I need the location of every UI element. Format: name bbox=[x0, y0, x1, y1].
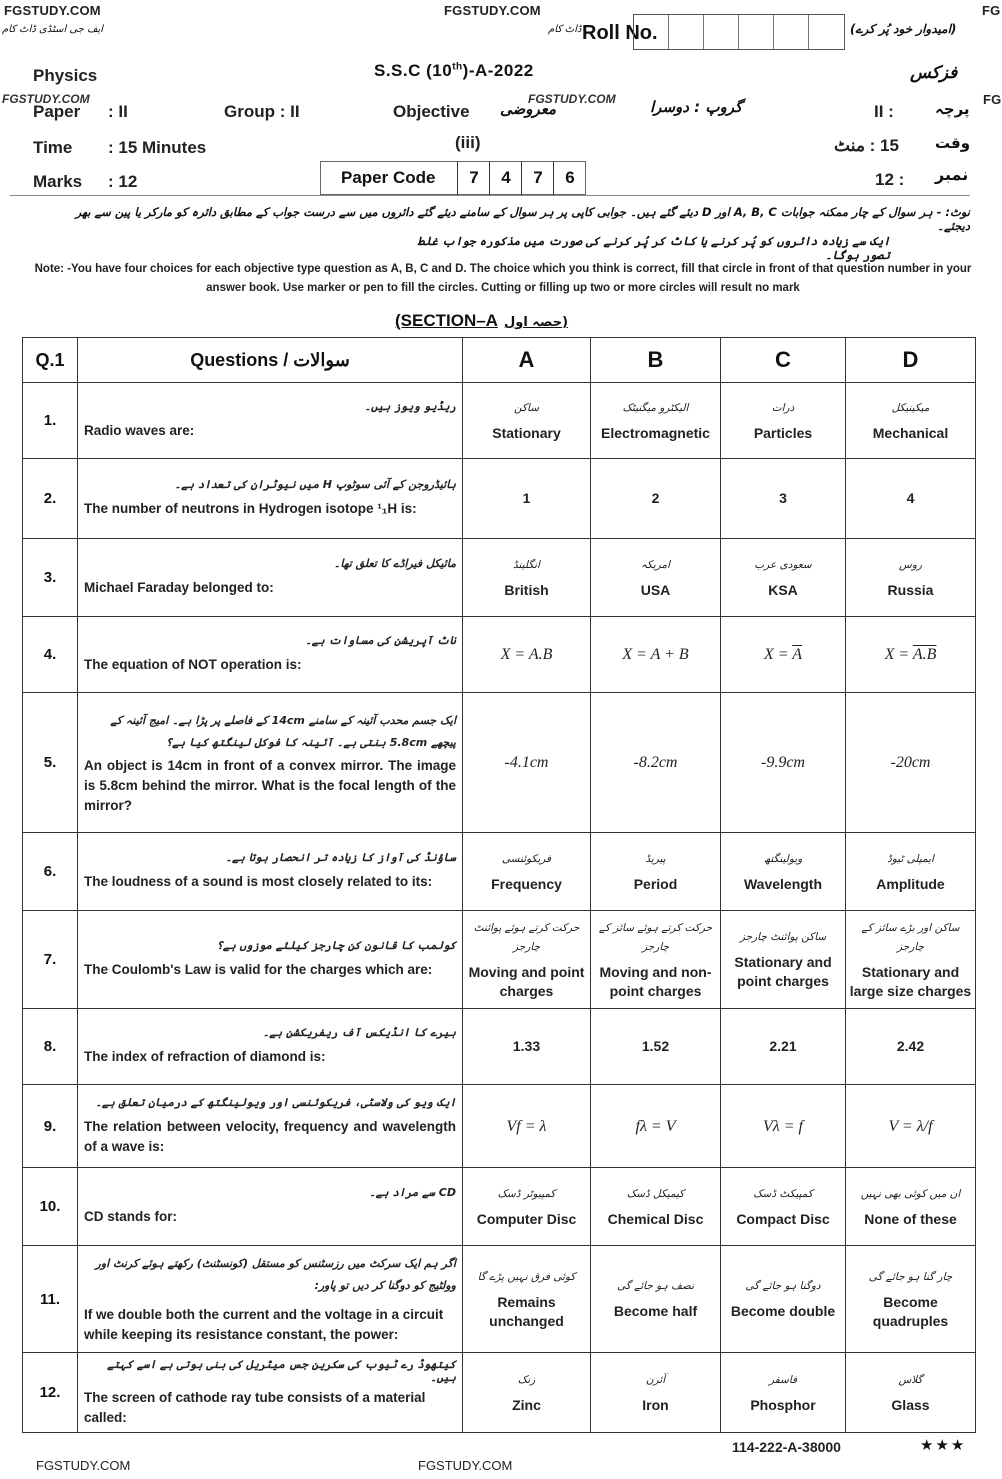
question-number: 5. bbox=[23, 693, 78, 833]
option-b[interactable] bbox=[591, 383, 721, 459]
option-d[interactable] bbox=[846, 617, 976, 693]
footer-paper-code: 114-222-A-38000 bbox=[732, 1439, 841, 1455]
option-urdu: نصف ہو جائے گی bbox=[616, 1280, 694, 1292]
option-d[interactable] bbox=[846, 383, 976, 459]
table-row bbox=[23, 617, 976, 693]
paper-code-digit: 6 bbox=[553, 161, 585, 195]
roll-no-input[interactable] bbox=[633, 14, 845, 50]
option-text: 2.42 bbox=[896, 1038, 925, 1054]
option-b[interactable] bbox=[591, 911, 721, 1009]
marks-urdu-label: نمبر bbox=[935, 165, 969, 184]
watermark-side-right: FG bbox=[983, 92, 1002, 107]
page-marker: (iii) bbox=[455, 133, 481, 152]
question-number: 8. bbox=[23, 1009, 78, 1085]
header-option-d: D bbox=[846, 338, 976, 383]
paper-code-digit: 7 bbox=[521, 161, 553, 195]
option-c[interactable] bbox=[721, 1168, 846, 1246]
option-text: KSA bbox=[768, 581, 798, 598]
option-urdu: الیکٹرو میگنیٹک bbox=[622, 401, 689, 414]
option-text: Become quadruples bbox=[872, 1293, 949, 1329]
option-urdu: سعودی عرب bbox=[754, 558, 812, 571]
footer-stars: ★★★ bbox=[920, 1437, 967, 1454]
question-number: 2. bbox=[23, 459, 78, 539]
section-title-urdu: حصہ اول) bbox=[503, 315, 569, 330]
table-row bbox=[23, 1009, 976, 1085]
option-a[interactable] bbox=[463, 459, 591, 539]
watermark-top-left: FGSTUDY.COM bbox=[4, 3, 101, 18]
option-text: Glass bbox=[891, 1396, 930, 1413]
roll-digit-box[interactable] bbox=[704, 15, 739, 49]
option-d[interactable] bbox=[846, 911, 976, 1009]
question-number: 11. bbox=[23, 1246, 78, 1353]
header-option-c: C bbox=[721, 338, 846, 383]
option-a[interactable] bbox=[463, 383, 591, 459]
questions-table bbox=[22, 337, 976, 1433]
roll-digit-box[interactable] bbox=[669, 15, 704, 49]
marks-urdu-value: 12 : bbox=[875, 170, 905, 189]
table-row bbox=[23, 693, 976, 833]
option-text: Wavelength bbox=[743, 875, 823, 892]
time-urdu-value: 15 : منٹ bbox=[834, 136, 899, 155]
footer-watermark-center: FGSTUDY.COM bbox=[418, 1458, 513, 1473]
option-c[interactable] bbox=[721, 1085, 846, 1168]
option-a[interactable] bbox=[463, 911, 591, 1009]
option-a[interactable] bbox=[463, 1009, 591, 1085]
option-a[interactable] bbox=[463, 1353, 591, 1433]
option-text: 1.33 bbox=[512, 1038, 541, 1054]
option-text: Mechanical bbox=[872, 424, 949, 441]
question-urdu: کیتھوڈ رے ٹیوب کی سکرین جس میٹریل کی بنی ہوتی ہے اسے کہتے ہیں۔ bbox=[107, 1357, 456, 1384]
question-urdu: CD سے مراد ہے۔ bbox=[369, 1186, 456, 1199]
question-urdu: ہائیڈروجن کے آئی سوٹوپ H میں نیوٹران کی تعداد ہے۔ bbox=[174, 478, 456, 491]
question-number: 6. bbox=[23, 833, 78, 911]
option-d[interactable] bbox=[846, 1353, 976, 1433]
option-text: Vf = λ bbox=[506, 1117, 547, 1135]
question-english: Michael Faraday belonged to: bbox=[84, 580, 274, 595]
question-urdu: ایک جسم محدب آئینہ کے سامنے 14cm کے فاصلے پر پڑا ہے۔ امیج آئینہ کے پیچھے 5.8cm بنتی ہے۔ آئینہ کا فوکل لینگتھ کیا ہے؟ bbox=[110, 713, 456, 749]
watermark-italic-left: FGSTUDY.COM bbox=[2, 92, 90, 106]
option-c[interactable] bbox=[721, 693, 846, 833]
option-urdu: امریکہ bbox=[640, 558, 671, 571]
option-d[interactable] bbox=[846, 1246, 976, 1353]
question-text bbox=[78, 911, 463, 1009]
question-english: Radio waves are: bbox=[84, 423, 195, 438]
option-urdu: ساکن پوائنٹ چارجز bbox=[739, 931, 827, 943]
option-b[interactable] bbox=[591, 459, 721, 539]
table-header-row bbox=[23, 338, 976, 383]
question-text bbox=[78, 833, 463, 911]
question-text bbox=[78, 459, 463, 539]
paper-value: : II bbox=[108, 102, 128, 121]
question-number: 9. bbox=[23, 1085, 78, 1168]
option-c[interactable] bbox=[721, 617, 846, 693]
option-a[interactable] bbox=[463, 693, 591, 833]
option-text: Zinc bbox=[512, 1396, 541, 1413]
option-b[interactable] bbox=[591, 1246, 721, 1353]
option-text: Moving and non-point charges bbox=[599, 963, 712, 999]
option-d[interactable] bbox=[846, 693, 976, 833]
watermark-urdu: ایف جی اسٹڈی ڈاٹ کام bbox=[2, 24, 104, 35]
time-label: Time bbox=[33, 138, 73, 157]
option-a[interactable] bbox=[463, 539, 591, 617]
question-english: The Coulomb's Law is valid for the charges which are: bbox=[84, 962, 433, 977]
option-urdu: دوگنا ہو جائے گی bbox=[745, 1280, 821, 1292]
option-urdu: فاسفر bbox=[768, 1373, 798, 1386]
option-urdu: کمپیکٹ ڈسک bbox=[753, 1187, 813, 1200]
table-row bbox=[23, 1353, 976, 1433]
option-b[interactable] bbox=[591, 617, 721, 693]
paper-urdu-label: پرچہ bbox=[935, 100, 970, 118]
paper-code-box bbox=[320, 161, 586, 195]
marks-value: : 12 bbox=[108, 172, 138, 191]
option-text: -8.2cm bbox=[633, 754, 678, 771]
option-text: -4.1cm bbox=[504, 754, 549, 771]
option-a[interactable] bbox=[463, 833, 591, 911]
option-text: Particles bbox=[753, 424, 813, 441]
option-text: Vλ = f bbox=[763, 1117, 803, 1135]
footer-watermark-left: FGSTUDY.COM bbox=[36, 1458, 131, 1473]
question-urdu: ایک ویو کی ولاسٹی، فریکوئنسی اور ویولینگتھ کے درمیان تعلق ہے۔ bbox=[95, 1095, 456, 1109]
option-text: Become half bbox=[613, 1303, 698, 1319]
option-c[interactable] bbox=[721, 383, 846, 459]
option-text: X = A.B bbox=[884, 646, 937, 663]
option-urdu: میکینیکل bbox=[891, 401, 930, 414]
question-number: 10. bbox=[23, 1168, 78, 1246]
option-urdu: حرکت کرتے ہوئے سائز کے چارجز bbox=[598, 921, 713, 953]
option-urdu: ویولینگتھ bbox=[763, 852, 803, 865]
paper-code-digit: 4 bbox=[489, 161, 521, 195]
question-text bbox=[78, 1353, 463, 1433]
option-b[interactable] bbox=[591, 539, 721, 617]
option-urdu: آئرن bbox=[645, 1373, 666, 1386]
question-english: The screen of cathode ray tube consists of a material called: bbox=[84, 1389, 426, 1425]
option-text: $X = \overline{A}$ bbox=[763, 646, 803, 663]
option-a[interactable] bbox=[463, 617, 591, 693]
table-row bbox=[23, 459, 976, 539]
subject-label: Physics bbox=[33, 66, 98, 85]
option-urdu: کمپیوٹر ڈسک bbox=[497, 1187, 556, 1200]
option-text: 1.52 bbox=[641, 1038, 670, 1054]
option-urdu: کوئی فرق نہیں پڑے گا bbox=[477, 1270, 576, 1283]
option-a[interactable] bbox=[463, 1246, 591, 1353]
question-urdu: ریڈیو ویوز ہیں۔ bbox=[364, 400, 456, 413]
paper-urdu-value: II : bbox=[874, 102, 894, 121]
watermark-urdu-small: ڈاٹ کام bbox=[548, 24, 582, 35]
option-text: USA bbox=[640, 581, 671, 598]
option-text: Stationary and large size charges bbox=[849, 963, 972, 999]
option-c[interactable] bbox=[721, 539, 846, 617]
option-urdu: ساکن اور بڑے سائز کے چارجز bbox=[861, 921, 960, 953]
option-c[interactable] bbox=[721, 911, 846, 1009]
option-text: 1 bbox=[522, 490, 531, 506]
table-row bbox=[23, 1085, 976, 1168]
option-text: Frequency bbox=[491, 875, 562, 892]
header-divider bbox=[10, 195, 970, 196]
section-title: (SECTION–A bbox=[395, 311, 498, 330]
option-urdu: ساکن bbox=[514, 401, 539, 414]
group-urdu: گروپ : دوسرا bbox=[650, 98, 743, 116]
question-text bbox=[78, 1085, 463, 1168]
question-urdu: ہیرے کا انڈیکس آف ریفریکشن ہے۔ bbox=[262, 1026, 456, 1039]
option-c[interactable] bbox=[721, 833, 846, 911]
table-row bbox=[23, 383, 976, 459]
option-b[interactable] bbox=[591, 1009, 721, 1085]
question-text bbox=[78, 617, 463, 693]
option-c[interactable] bbox=[721, 1353, 846, 1433]
question-text bbox=[78, 1246, 463, 1353]
option-urdu: انگلینڈ bbox=[513, 558, 540, 571]
option-urdu: فریکوئنسی bbox=[501, 852, 552, 865]
question-text bbox=[78, 383, 463, 459]
question-urdu: مائیکل فیراڈے کا تعلق تھا۔ bbox=[333, 557, 456, 570]
header-qnum: Q.1 bbox=[23, 338, 78, 383]
header-option-a: A bbox=[463, 338, 591, 383]
option-d[interactable] bbox=[846, 1009, 976, 1085]
option-text: 3 bbox=[779, 490, 787, 506]
option-b[interactable] bbox=[591, 1168, 721, 1246]
option-d[interactable] bbox=[846, 1168, 976, 1246]
option-urdu: ذرات bbox=[771, 401, 795, 414]
subject-urdu: فزکس bbox=[910, 63, 958, 83]
header-questions: Questions / سوالات bbox=[78, 338, 463, 383]
question-english: The equation of NOT operation is: bbox=[84, 657, 302, 672]
question-urdu: ساؤنڈ کی آواز کا زیادہ تر انحصار ہوتا ہے۔ bbox=[225, 851, 456, 864]
table-row bbox=[23, 1246, 976, 1353]
question-text bbox=[78, 1168, 463, 1246]
marks-label: Marks bbox=[33, 172, 83, 191]
option-d[interactable] bbox=[846, 539, 976, 617]
instructions-urdu-line1: نوٹ: - ہر سوال کے چار ممکنہ جوابات A, B, C اور D دیئے گئے ہیں۔ جوابی کاپی پر ہر سوال کے سامنے دیئے گئے دائروں میں سے درست جواب کے مطابق دائرہ کو مارکر یا پین سے بھر دیجئے۔ bbox=[75, 205, 970, 233]
roll-digit-box[interactable] bbox=[634, 15, 669, 49]
question-urdu: ناٹ آپریشن کی مساوات ہے۔ bbox=[305, 634, 456, 647]
roll-digit-box[interactable] bbox=[809, 15, 844, 49]
table-row bbox=[23, 833, 976, 911]
objective-label: Objective bbox=[393, 102, 470, 121]
question-english: An object is 14cm in front of a convex mirror. The image is 5.8cm behind the mirror. What is the focal length of the mirror? bbox=[84, 757, 456, 813]
option-urdu: زنک bbox=[517, 1373, 536, 1386]
question-english: The relation between velocity, frequency and wavelength of a wave is: bbox=[84, 1118, 456, 1154]
option-text: -20cm bbox=[890, 754, 931, 771]
option-b[interactable] bbox=[591, 1353, 721, 1433]
watermark-italic-center: FGSTUDY.COM bbox=[528, 92, 616, 106]
objective-urdu: معروضی bbox=[500, 100, 557, 118]
question-english: If we double both the current and the voltage in a circuit while keeping its resistance constant, the power: bbox=[84, 1307, 444, 1342]
table-row bbox=[23, 911, 976, 1009]
question-english: The loudness of a sound is most closely related to its: bbox=[84, 874, 433, 889]
option-urdu: ایمپلی ٹیوڈ bbox=[887, 852, 934, 865]
option-urdu: ان میں کوئی بھی نہیں bbox=[860, 1187, 961, 1200]
question-urdu: اگر ہم ایک سرکٹ میں رزسٹنس کو مستقل (کونسٹنٹ) رکھتے ہوئے کرنٹ اور وولٹیج کو دوگنا کر دیں تو پاور: bbox=[95, 1257, 456, 1292]
paper-code-label: Paper Code bbox=[341, 168, 436, 187]
option-text: Period bbox=[633, 875, 678, 892]
option-text: British bbox=[504, 581, 549, 598]
option-c[interactable] bbox=[721, 1246, 846, 1353]
section-heading bbox=[395, 311, 568, 331]
option-text: Become double bbox=[730, 1303, 836, 1319]
question-text bbox=[78, 693, 463, 833]
option-text: 2 bbox=[651, 490, 660, 506]
question-urdu: کولمب کا قانون کن چارجز کیلئے موزوں ہے؟ bbox=[216, 939, 456, 952]
question-number: 4. bbox=[23, 617, 78, 693]
question-english: The index of refraction of diamond is: bbox=[84, 1049, 326, 1064]
question-text bbox=[78, 1009, 463, 1085]
option-c[interactable] bbox=[721, 1009, 846, 1085]
option-text: Stationary and point charges bbox=[734, 954, 832, 989]
question-number: 7. bbox=[23, 911, 78, 1009]
option-text: Computer Disc bbox=[476, 1210, 577, 1227]
option-b[interactable] bbox=[591, 693, 721, 833]
roll-urdu-hint: (امیدوار خود پُر کرے) bbox=[850, 22, 957, 36]
option-a[interactable] bbox=[463, 1168, 591, 1246]
time-urdu-label: وقت bbox=[935, 134, 971, 152]
table-row bbox=[23, 1168, 976, 1246]
watermark-top-center: FGSTUDY.COM bbox=[444, 3, 541, 18]
paper-code-digit: 7 bbox=[457, 161, 489, 195]
roll-no-label: Roll No. bbox=[582, 22, 658, 44]
question-number: 12. bbox=[23, 1353, 78, 1433]
table-row bbox=[23, 539, 976, 617]
option-b[interactable] bbox=[591, 833, 721, 911]
option-d[interactable] bbox=[846, 1085, 976, 1168]
option-b[interactable] bbox=[591, 1085, 721, 1168]
option-text: V = λ/f bbox=[888, 1117, 933, 1135]
group-label: Group : II bbox=[224, 102, 300, 121]
option-text: Compact Disc bbox=[736, 1210, 830, 1227]
option-d[interactable] bbox=[846, 459, 976, 539]
option-text: Moving and point charges bbox=[468, 963, 585, 999]
instructions-english: Note: -You have four choices for each objective type question as A, B, C and D. The choice which you think is correct, fill that circle in front of that question number in your answer book. Use marker or pen to fill the circles. Cutting or filling up two or more circles will result no mark bbox=[34, 263, 972, 294]
watermark-top-right: FG bbox=[982, 3, 1001, 18]
paper-label: Paper bbox=[33, 102, 81, 121]
option-urdu: روس bbox=[899, 558, 922, 571]
option-text: X = A + B bbox=[622, 646, 689, 663]
option-text: Amplitude bbox=[876, 875, 945, 892]
option-urdu: کیمیکل ڈسک bbox=[626, 1187, 685, 1200]
option-urdu: حرکت کرتے ہوئے پوائنٹ چارجز bbox=[473, 921, 580, 953]
option-text: X = A.B bbox=[500, 646, 553, 663]
exam-title: S.S.C (10th)-A-2022 bbox=[374, 61, 534, 80]
instructions-urdu-line2: ایک سے زیادہ دائروں کو پُر کرنے یا کاٹ کر پُر کرنے کی صورت میں مذکورہ جواب غلط تصور ہوگا۔ bbox=[417, 234, 890, 262]
option-urdu: چار گنا ہو جائے گی bbox=[868, 1270, 953, 1283]
question-english: CD stands for: bbox=[84, 1209, 178, 1224]
option-text: Phosphor bbox=[750, 1396, 816, 1413]
option-text: None of these bbox=[864, 1210, 957, 1227]
option-text: 4 bbox=[906, 490, 915, 506]
option-text: Stationary bbox=[492, 424, 561, 441]
option-urdu: گلاس bbox=[898, 1373, 923, 1386]
question-number: 3. bbox=[23, 539, 78, 617]
option-text: Iron bbox=[642, 1396, 669, 1413]
option-text: Russia bbox=[887, 581, 934, 598]
option-c[interactable] bbox=[721, 459, 846, 539]
question-english: The number of neutrons in Hydrogen isotope ¹₁H is: bbox=[84, 501, 417, 516]
question-number: 1. bbox=[23, 383, 78, 459]
option-text: 2.21 bbox=[769, 1038, 797, 1054]
option-a[interactable] bbox=[463, 1085, 591, 1168]
question-text bbox=[78, 539, 463, 617]
time-value: : 15 Minutes bbox=[108, 138, 207, 157]
option-text: Electromagnetic bbox=[601, 424, 710, 441]
option-d[interactable] bbox=[846, 833, 976, 911]
option-urdu: پیریڈ bbox=[645, 852, 666, 865]
option-text: Remains unchanged bbox=[489, 1293, 564, 1329]
option-text: fλ = V bbox=[635, 1117, 676, 1135]
header-option-b: B bbox=[591, 338, 721, 383]
option-text: -9.9cm bbox=[761, 754, 805, 771]
roll-digit-box[interactable] bbox=[774, 15, 809, 49]
option-text: Chemical Disc bbox=[607, 1210, 704, 1227]
roll-digit-box[interactable] bbox=[739, 15, 774, 49]
